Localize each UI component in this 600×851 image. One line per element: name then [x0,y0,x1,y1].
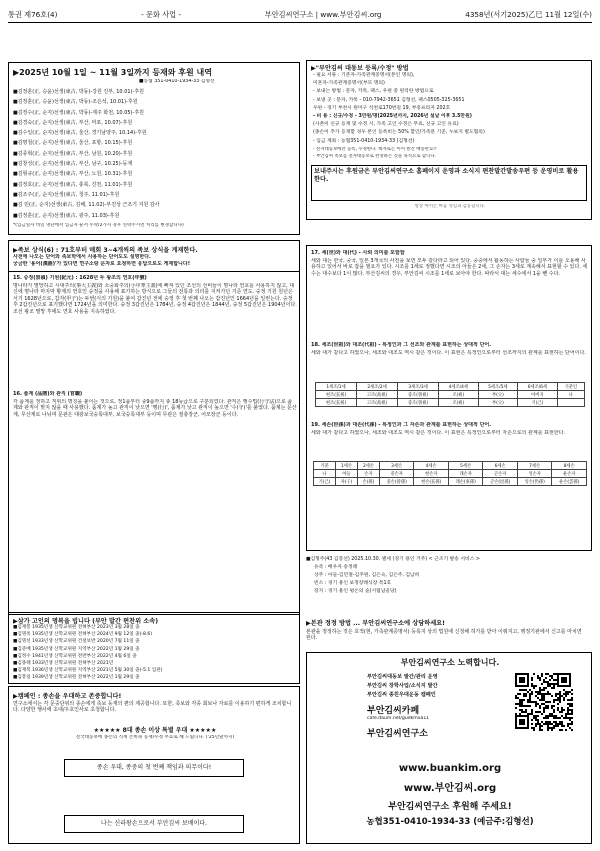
donor-entry: ■김정훈(正, 승윤)선생(東古, 박동)-강원 진부, 10.01)-후원 [13,89,144,95]
activity-1: 부안김씨대동보 발간/관리 운영 [367,674,438,680]
registration-line: - 필요 서류 : 기존자-가족관계증명서(본인 명의), [313,73,415,78]
table-cell: 현손자 [414,470,449,478]
table-cell: 기(己) [314,478,336,486]
obituary-section [306,556,592,616]
table-cell: 잉손자 [517,470,552,478]
table-cell: 래손(來孫) [448,478,483,486]
item-17-title: 17. 세(世)와 대(代) - 사뢰 의미를 포함함 [311,250,405,256]
donation-note: *(입금일자 비밀 명단에서 입금자 순서 누락/2가지 경우 연락주시면 처리를 변경합니다) [13,223,184,228]
table-cell: 손(孫) [357,478,379,486]
obituary-line: 상주 : 아들-김민철-김주원, 김은숙, 김은주, 김남희 [314,573,420,578]
table-cell: 현조(玄祖) [316,391,357,399]
memorial-box [8,612,300,684]
table-cell: 고조(高祖) [357,399,398,407]
table-cell: 아버지 [518,391,558,399]
table-cell: 2세손 [357,462,379,470]
item-15-body: 명나라가 멸망하고 시대주의(事大主義)와 소중화주의(小中華主義)에 빠져 있던 조선의 선비들이 명나라 연호를 사용하지 않고, 대신에 명나라 마지막 황제의 연호인 숭정을 사용해 표기하는 방식으로 그들의 전통과 의리를 지켜가던 기준 연도. 숭정 기원 원년은 서기 1628년으로, 갑자(甲子)는 두번(식의 기원)을 붙여 갑진년 전에 숭정 후 첫 번째 나오는 갑진년인 1664년을 일컫는다. 숭정 후 2갑진년으로 표기했다면 1724년을 의미한다. 숭정 3갑진년은 1784년, 숭정 4갑진년은 1844년, 숭정 5갑진년은 1904년이다. 조선 왕조 멸망 후에도 연호 사용을 지속하였다. [13,283,297,315]
donor-entry: ■김정수(正, 순지)선생(東古, 박동)-제주 화천, 10.05)-후원 [13,109,144,116]
donor-entry: ■김종혁(正, 순지)선생(東古, 부산, 남원, 10.20)-후원 [13,150,133,157]
website-url[interactable]: www.buankim.org [398,763,502,774]
campaign-body: 연구소에서는 각 문중단위의 종손에게 족보 등재의 편의 제공합니다. 또한, 족보와 각종 회보나 자료를 이용하기 편하게 조치합니다. 다양한 행사에 초대/우호인사로 초청합니다. [13,701,292,714]
table-cell: 6세손 [483,462,518,470]
table-cell: 손자 [357,470,379,478]
registration-box [306,60,592,220]
item-19-body: 세와 대가 같다고 하였으나, 세조와 대조도 역시 같은 것이다. 이 표현은 특정인으로부터 자손으로의 관계를 표현한다. [311,430,566,436]
donor-entry: ■김형규(正, 순지)선생(東古, 부산, 노원, 10.31)-후원 [13,171,133,178]
table-cell: 현손(玄孫) [414,478,449,486]
cafe-name: 부안김씨카페 [367,706,420,716]
table-cell: 부(父) [478,399,518,407]
genealogy-knowledge-box [8,240,300,615]
obituary-line: 빈소 : 경기 용인 보정장례식장 특1호 [314,581,392,586]
institute-activities [367,673,507,739]
table-cell: 3세조/3세 [398,383,439,391]
memorial-title: ▶삼가 고인의 명복을 빕니다 (부안 발간 편찬위 소속) [13,618,159,625]
table-cell: 증손(曾孫) [379,478,414,486]
memorial-entry: ■김준배 1935년생 산학교위원 지역부산 2022년 1월 29일 졸 [13,646,140,652]
institute-box [306,652,592,844]
knowledge-intro-1: 사전에 나오는 단어와 족보학에서 사용하는 단어도도 설명한다. [13,254,151,260]
memorial-entry: ■김봉일 1939년생 산학교위원 전혀부산 2022년 1월 29일 졸 [13,675,140,681]
campaign-star-line: ★★★★★ 8대 종손 이상 특별 우대 ★★★★★ [93,727,217,734]
donor-entry: ■김명철(正, 순지)선생(東古, 울산, 포항, 10.15)-후원 [13,140,133,147]
publisher: 부안김씨연구소 | www.부안김씨.org [264,10,382,19]
descendant-table [313,461,587,486]
table-cell: 자(子) [335,478,357,486]
generation-terms-box [306,245,592,551]
table-cell: 조(祖) [439,391,479,399]
table-cell: 곤손자 [483,470,518,478]
table-cell: 현조(玄祖) [316,399,357,407]
registration-details [313,72,589,146]
table-cell: 증조(曾祖) [398,399,439,407]
registration-line: 미혼자-가족관계증명서(부모 명의) [313,81,385,87]
obituary-lines [306,556,592,596]
donor-entry: ■김조주(正, 순지)선생(東古, 청주, 11.01)-후원 [13,191,120,198]
donation-title: ▶2025년 10월 1일 ~ 11월 3일까지 등재와 후원 내역 [13,68,212,77]
registration-line: - 보내는 방법 : 문자, 카톡, 팩스, 우편 중 편리한 방법으로 [313,89,434,95]
institute-name: 부안김씨연구소 [367,728,428,739]
memorial-entry: ■김재봉 1935년생 산학교위원 전혀부산 2023년 3월 28일 졸 [13,625,140,630]
correction-title: ▶본관 정정 방법 ... 부안김씨연구소에 상담하세요! [306,620,445,627]
table-cell: 곤손(昆孫) [483,478,518,486]
donor-entry: ■김수일(正, 순지)선생(東古, 울산, 경기남양주, 10.14)-후원 [13,130,147,137]
registration-title: ▶"부안김씨 대동보 등록/수정" 방법 [311,65,409,72]
campaign-box [8,686,300,844]
table-cell [557,399,584,407]
donor-entry: ■김창성(正, 순지)선생(東古, 부산, 남구, 10.25)-등재 [13,161,133,168]
cafe-url[interactable]: cafe.daum.net/gudkmxa11 [367,716,430,721]
table-cell: 나 [557,391,584,399]
registration-line: (사촌이 신규 등재 및 수정 시, 가족 고인 수정은 무료, 신규 고인 유료) [313,122,459,128]
website-url-korean[interactable]: www.부안김씨.org [403,783,497,794]
registration-foot-1: - 전자대동보에만 등록, 수정한다. 책자로는 이미 발간 배송완료!! [313,147,437,152]
support-request: 부안김씨연구소 후원해 주세요! [388,802,512,812]
item-16-title: 16. 품계 (品階)와 관직 (官職) [13,391,83,397]
obituary-line: 유족 : 배우자 송정례 [314,565,358,570]
obituary-line: 장지 : 경기 용인 평온의 숲(시립납골당) [314,589,397,594]
table-cell: 기준인 [557,383,584,391]
knowledge-intro-2: 궁금한 '용어(漢語)'가 있다면 연구소랑 문자로 요청하면 응답으로도 게재합니다! [13,261,191,267]
table-cell: 기(己) [518,399,558,407]
correction-section [306,618,592,648]
table-cell: 1세조/1세 [316,383,357,391]
table-cell: 기준 [314,462,336,470]
table-cell: 4세조/4세 [439,383,479,391]
activity-3: 부안김씨 종친우대운동 캠페인 [367,692,436,698]
table-cell: 2세조/2세 [357,383,398,391]
table-cell: 8세손 [552,462,587,470]
donor-entry: ■김정호(正, 순지)선생(東古, 충북, 진천, 11.01)-후원 [13,181,133,188]
table-cell: 아들 [335,470,357,478]
table-cell: 3세손 [379,462,414,470]
item-18-body: 세와 대가 같다고 하였으나, 세조와 대조도 역시 같은 것이다. 이 표현은 특정인으로부터 선조까지의 관계를 표현하는 단어이다. [311,350,586,356]
donation-account: ■농협 351-0410-1934-33 김형선 [139,79,215,84]
table-cell: 4세손 [414,462,449,470]
registration-line: - 비 용 : 신규/수정 - 3만원/명(2025년까지, 2026년 설날 이후 3.5만원) [313,114,472,120]
table-cell: 7세손 [517,462,552,470]
table-cell: 1세손 [335,462,357,470]
memorial-entry: ■김종태 1933년생 산학교위원 전혀부산 2021년 [13,661,114,667]
memorial-items [13,624,297,682]
registration-line: - 입금 계좌 : 농협351-0410-1934-33 (김형선) [313,138,415,144]
table-cell: 5세조/5세 [478,383,518,391]
donation-list-box [8,62,300,235]
table-cell: 증조(曾祖) [398,391,439,399]
table-cell: 5세손 [448,462,483,470]
memorial-entry: ■김재복 1936년생 산학교위원 지역부산 2021년 5월 30일 졸(-5.1 입관) [13,668,163,674]
memorial-entry: ■김명옥 1935년생 산학교위원 전혀부산 2024년 9월 12일 졸(-8.6) [13,632,153,638]
campaign-banner-2: 나는 신라왕손으로서 부안김씨 보배이다. [64,815,244,833]
table-cell: 운손(雲孫) [552,478,587,486]
donor-entry: ■김 민(正, 순지)선생(東古, 김해, 11.02)-부친상 근조기 지원 감사 [13,202,160,209]
item-16-body: 각 품계를 정하고 직위의 명칭을 붙이는 것으로, 정1품부터 종9품까지 총 18등급으로 구분되었다. 관직은 행수법(行守法)으로 품계와 관직이 맞지 않을 때 사용했다. 품계가 높고 관직이 낮으면 '행(行)', 품계가 낮고 관직이 높으면 '수(守)'를 붙였다. 품계는 문산계, 무산계로 나뉘며 문관은 대광보국숭록대부, 보국숭록대부 등이며 무관은 절충장군, 어모장군 등이다. [13,399,297,418]
table-cell: 래손자 [448,470,483,478]
table-cell: 조(祖) [439,399,479,407]
donor-entry: ■김경숙(正, 순지)선생(東古, 부산, 마포, 10.07)-후원 [13,119,133,126]
item-17-body: 세와 대는 한국, 중국, 일본 3개국의 사전을 보면 모두 같다라고 되어 있다. 중중에서 활동하는 사람들 중 일부가 이를 오용해 사용하고 있어서 바로 잡을 필요가 있다. 시조를 1세로 정했다면 시조의 아들은 2세, 그 손자는 3세로 계속해서 표현할 수 있다. 세수는 대수보다 1이 많다. 부산김씨의 경우, 부안김씨 시조를 1세로 보아야 한다. 따라서 대는 세수에서 1을 뺀 수다. [311,258,588,277]
table-cell: 증손자 [379,470,414,478]
correction-body: 본관을 정정하는 것은 호적(현, 가족관계증명서) 등록지 상의 법원에 신청해 허가를 받아 이뤄지고, 행정기관에서 신고를 마치면 된다. [306,629,582,642]
registration-line: 우편 - 경기 부천시 원미구 석천로170번길 19, 부흥프라자 202호 [313,105,451,111]
donor-entry: ■김정훈(正, 승윤)선생(東古, 박동)-조은석, 10.01)-후원 [13,99,138,106]
knowledge-title: ▶족보 상식(6) : 71호부터 매회 3~4개씩의 족보 상식을 게재한다. [13,247,198,254]
table-cell: 부(父) [478,391,518,399]
knowledge-divider [9,271,300,272]
campaign-title: ▶캠페인 : 종손을 우대하고 존중합니다! [13,693,122,700]
support-account: 농협351-0410-1934-33 (예금주:김형선) [366,817,534,827]
registration-foot-2: - 부안김씨 족보를 전자대동보로 완성하는 것을 목적으로 합니다. [313,154,437,159]
item-15-title: 15. 승정(崇禎) 기원(紀元) : 1628년 두 왕조의 연호(年號) [13,275,147,281]
table-cell: 6세조/6세 [518,383,558,391]
section-label: - 문화 사업 - [141,10,181,19]
highlight-subtext: 항상 아끼는 마음 영심과 감동합니다. [414,204,486,209]
donation-items [13,87,297,221]
registration-line: (종손이 추가 등재할 경우 본인 등록비는 50% 할인/가족분 기준, 누보지 별도협의) [313,130,485,136]
table-cell: 고조(高祖) [357,391,398,399]
ancestor-table [315,382,585,407]
header-divider [8,22,592,23]
item-19-title: 19. 세손(世孫)과 대손(代孫) - 특정인과 그 자손과 관계를 표현하는 상대적 단어. [311,422,492,428]
registration-line: - 보낼 곳 : 문자, 카톡 - 010-7942-3651 김형선, 팩스0505-325-3651 [313,97,465,103]
memorial-entry: ■김명선 1933년생 산학교위원 건설보반 2020년 7월 11일 졸 [13,639,140,645]
item-18-title: 18. 세조(世祖)와 대조(代祖) - 특정인과 그 선조와 관계를 표현하는 상대적 단어. [311,342,492,348]
campaign-star-sub: 전국대동보에 종손의 직계 존비속 등재/수정 무료로 해 드립니다. ('25년말까지) [75,735,235,740]
institute-title: 부안김씨연구소 노력합니다. [400,658,500,667]
campaign-banner-1: 종손 우대, 종중의 첫 번째 책임과 의무이다! [64,759,244,777]
memorial-entry: ■김정수 1941년생 산학교위원 전반부산 2022년 4월 6일 졸 [13,653,137,659]
issue-number: 통권 제76호(4) [8,10,58,19]
activity-2: 부안김씨 장학사업/소식지 발간 [367,683,438,689]
table-cell: 운손자 [552,470,587,478]
issue-date: 4358년(서기2025)乙巳 11월 12일(수) [465,10,592,19]
table-cell: 잉손(仍孫) [517,478,552,486]
donor-entry: ■김정훈(正, 순지)선생(東古, 광주, 11.03)-후원 [13,212,120,219]
donation-usage-highlight: 보내주시는 후원금은 부안김씨연구소 홈페이지 운영과 소식지 편찬발간발송우편 등 운영비로 활용한다. [311,165,587,201]
table-cell: 나 [314,470,336,478]
page-header [8,8,592,22]
qr-code-icon[interactable] [515,673,573,731]
obituary-line: ■김형주(43 김봉선) 2025.10.30. 별세 (경기 용인 거주) < 근조기 발송 서비스 > [306,557,480,562]
